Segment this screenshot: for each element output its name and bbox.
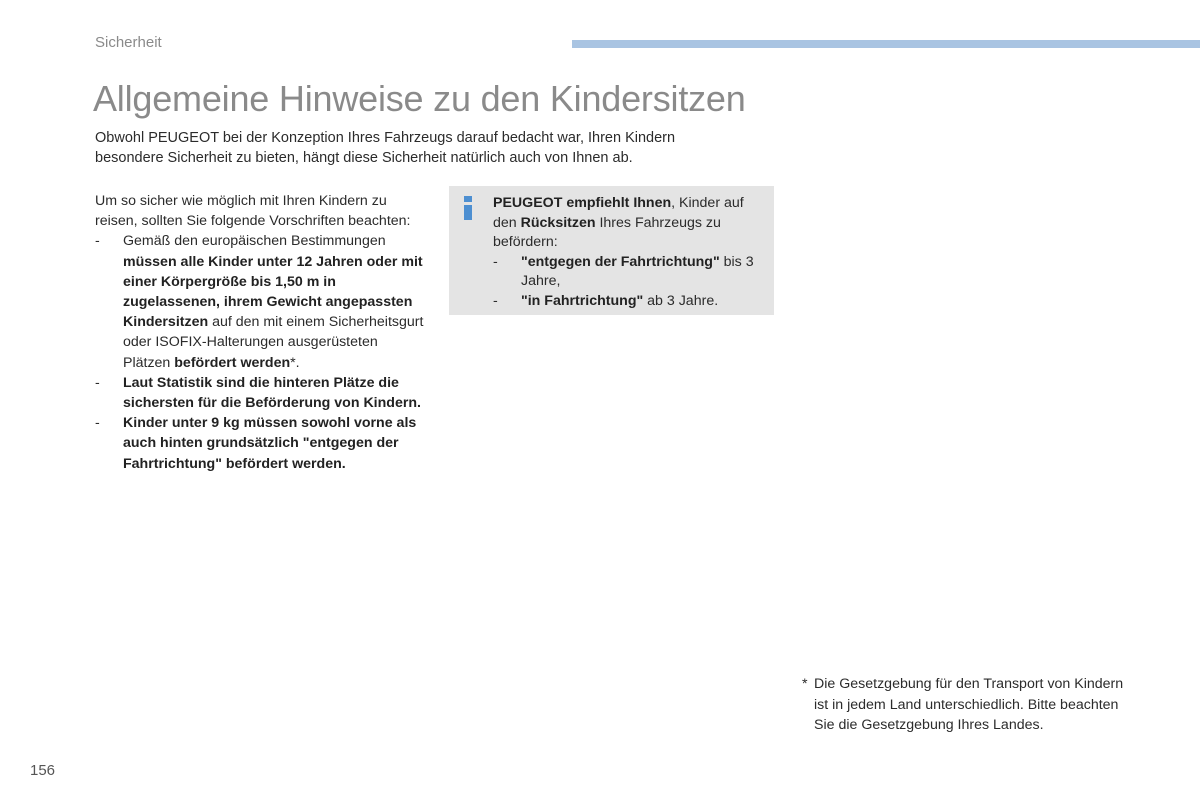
info-box bbox=[449, 186, 774, 315]
list-item bbox=[95, 373, 425, 413]
lead-paragraph: Um so sicher wie möglich mit Ihren Kindern zu reisen, sollten Sie folgende Vorschriften beachten: bbox=[95, 193, 411, 230]
rule-text: Gemäß den europäischen Bestimmungen bbox=[123, 233, 386, 250]
info-icon bbox=[463, 196, 473, 220]
intro-paragraph: Obwohl PEUGEOT bei der Konzeption Ihres Fahrzeugs darauf bedacht war, Ihren Kindern besondere Sicherheit zu bieten, hängt diese Sicherheit natürlich auch von Ihnen ab. bbox=[95, 130, 676, 166]
info-bold-text: "in Fahrtrichtung" bbox=[521, 292, 644, 309]
left-column bbox=[95, 191, 425, 474]
footnote bbox=[802, 674, 1132, 736]
rule-text: *. bbox=[290, 354, 300, 371]
info-bold-text: Rücksitzen bbox=[520, 214, 596, 231]
list-dash: - bbox=[95, 415, 100, 432]
rule-bold-text: befördert werden bbox=[174, 354, 291, 371]
list-dash: - bbox=[493, 253, 498, 270]
list-dash: - bbox=[493, 292, 498, 309]
list-item bbox=[95, 231, 425, 372]
info-text bbox=[493, 194, 768, 253]
rules-list bbox=[95, 231, 425, 473]
rule-bold-text: müssen alle Kinder unter 12 Jahren oder mit einer Körpergröße bis 1,50 m in zugelassenen, ihrem Gewicht angepassten Kindersitzen bbox=[123, 253, 423, 331]
page-number: 156 bbox=[30, 762, 56, 779]
section-label: Sicherheit bbox=[95, 34, 162, 51]
rule-bold-text: Laut Statistik sind die hinteren Plätze die sichersten für die Beförderung von Kindern. bbox=[123, 374, 421, 412]
list-dash: - bbox=[95, 374, 100, 391]
list-dash: - bbox=[95, 233, 100, 250]
info-plain-text: Ihres Fahrzeugs zu befördern: bbox=[493, 214, 721, 251]
list-item bbox=[493, 292, 768, 312]
info-bold-text: PEUGEOT empfiehlt Ihnen bbox=[493, 195, 672, 211]
header-accent-bar bbox=[572, 40, 1200, 48]
info-bold-text: "entgegen der Fahrtrichtung" bbox=[521, 253, 720, 270]
info-plain-text: bis 3 Jahre, bbox=[521, 253, 754, 290]
info-plain-text: , Kinder auf den bbox=[493, 195, 744, 231]
rule-text: auf den mit einem Sicherheitsgurt oder ISOFIX-Halterungen ausgerüsteten Plätzen bbox=[123, 314, 424, 371]
rule-bold-text: Kinder unter 9 kg müssen sowohl vorne als auch hinten grundsätzlich "entgegen der Fahrtrichtung" befördert werden. bbox=[123, 415, 417, 472]
list-item bbox=[95, 413, 425, 474]
list-item bbox=[493, 253, 768, 292]
info-list bbox=[493, 253, 768, 312]
footnote-text: Die Gesetzgebung für den Transport von Kindern ist in jedem Land unterschiedlich. Bitte beachten Sie die Gesetzgebung Ihres Landes. bbox=[814, 676, 1124, 733]
page-title: Allgemeine Hinweise zu den Kindersitzen bbox=[93, 78, 746, 119]
info-plain-text: ab 3 Jahre. bbox=[643, 292, 719, 309]
footnote-asterisk: * bbox=[802, 676, 808, 692]
